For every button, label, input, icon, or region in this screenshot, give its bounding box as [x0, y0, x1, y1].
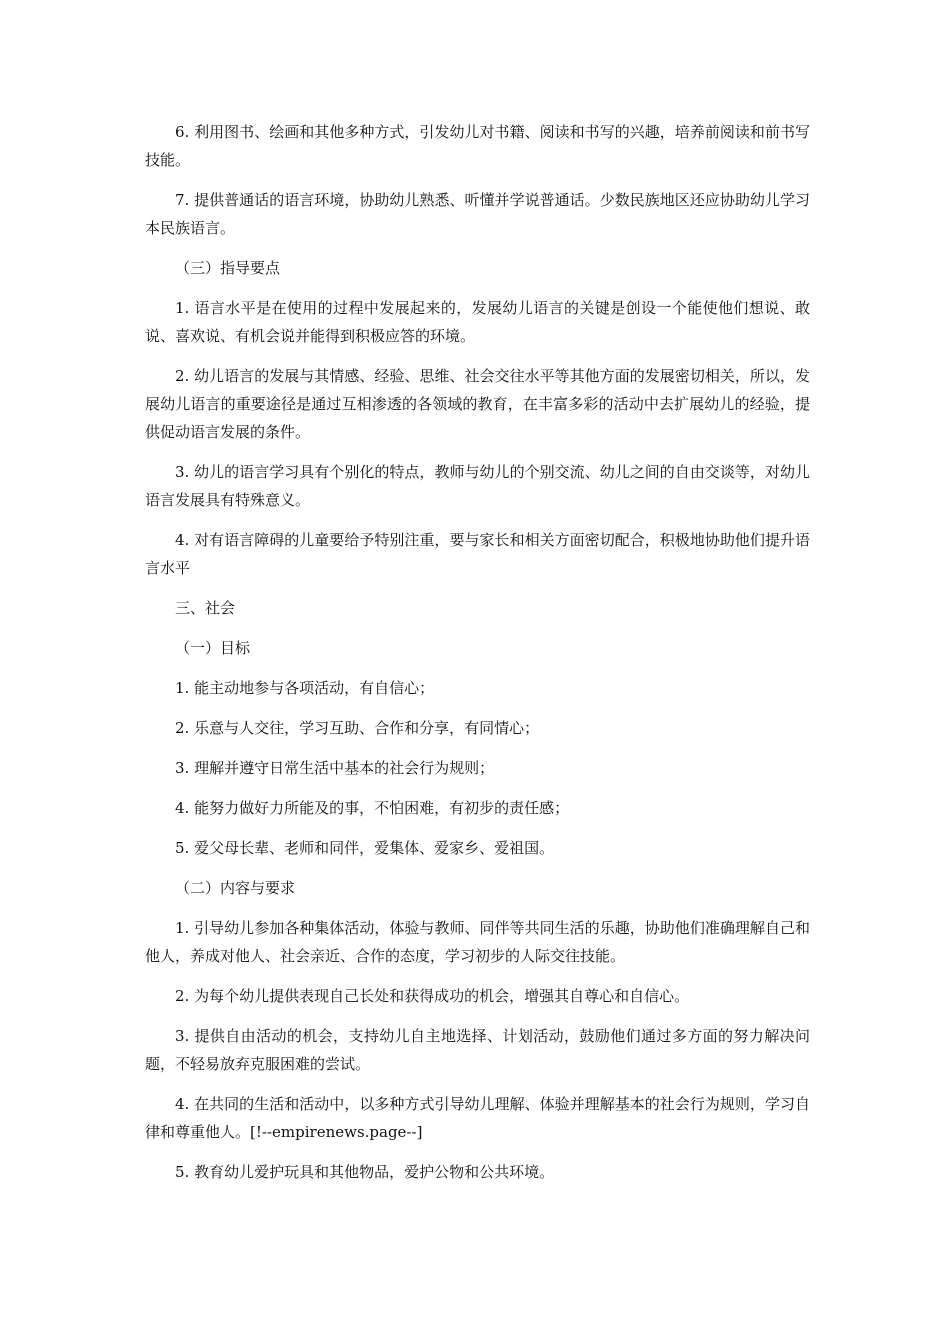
goal-5: 5. 爱父母长辈、老师和同伴，爱集体、爱家乡、爱祖国。: [175, 839, 555, 857]
goal-4: 4. 能努力做好力所能及的事，不怕困难，有初步的责任感；: [175, 799, 570, 817]
section-heading-guidance-points: （三）指导要点: [175, 259, 281, 277]
requirement-3: 3. 提供自由活动的机会，支持幼儿自主地选择、计划活动，鼓励他们通过多方面的努力解决问题，不轻易放弃克服困难的尝试。: [145, 1027, 810, 1073]
guidance-point-1: 1. 语言水平是在使用的过程中发展起来的，发展幼儿语言的关键是创设一个能使他们想说、敢说、喜欢说、有机会说并能得到积极应答的环境。: [145, 299, 810, 345]
guidance-point-4: 4. 对有语言障碍的儿童要给予特别注重，要与家长和相关方面密切配合，积极地协助他们提升语言水平: [145, 531, 810, 577]
chapter-heading-society: 三、社会: [175, 599, 236, 617]
requirement-4: 4. 在共同的生活和活动中，以多种方式引导幼儿理解、体验并理解基本的社会行为规则，学习自律和尊重他人。[!--empirenews.page--]: [145, 1095, 810, 1141]
goal-3: 3. 理解并遵守日常生活中基本的社会行为规则；: [175, 759, 495, 777]
section-heading-content-requirements: （二）内容与要求: [175, 879, 296, 897]
requirement-2: 2. 为每个幼儿提供表现自己长处和获得成功的机会，增强其自尊心和自信心。: [175, 987, 690, 1005]
guidance-point-2: 2. 幼儿语言的发展与其情感、经验、思维、社会交往水平等其他方面的发展密切相关，所以，发展幼儿语言的重要途径是通过互相渗透的各领域的教育，在丰富多彩的活动中去扩展幼儿的经验，提供促动语言发展的条件。: [145, 367, 810, 441]
section-heading-goals: （一）目标: [175, 639, 251, 657]
guidance-point-3: 3. 幼儿的语言学习具有个别化的特点，教师与幼儿的个别交流、幼儿之间的自由交谈等，对幼儿语言发展具有特殊意义。: [145, 463, 810, 509]
paragraph-6-reading-interest: 6. 利用图书、绘画和其他多种方式，引发幼儿对书籍、阅读和书写的兴趣，培养前阅读和前书写技能。: [145, 123, 810, 169]
goal-2: 2. 乐意与人交往，学习互助、合作和分享，有同情心；: [175, 719, 540, 737]
requirement-5: 5. 教育幼儿爱护玩具和其他物品，爱护公物和公共环境。: [175, 1163, 555, 1181]
requirement-1: 1. 引导幼儿参加各种集体活动，体验与教师、同伴等共同生活的乐趣，协助他们准确理解自己和他人，养成对他人、社会亲近、合作的态度，学习初步的人际交往技能。: [145, 919, 810, 965]
document-page: [145, 118, 810, 1198]
paragraph-7-mandarin-environment: 7. 提供普通话的语言环境，协助幼儿熟悉、听懂并学说普通话。少数民族地区还应协助幼儿学习本民族语言。: [145, 191, 810, 237]
goal-1: 1. 能主动地参与各项活动，有自信心；: [175, 679, 435, 697]
